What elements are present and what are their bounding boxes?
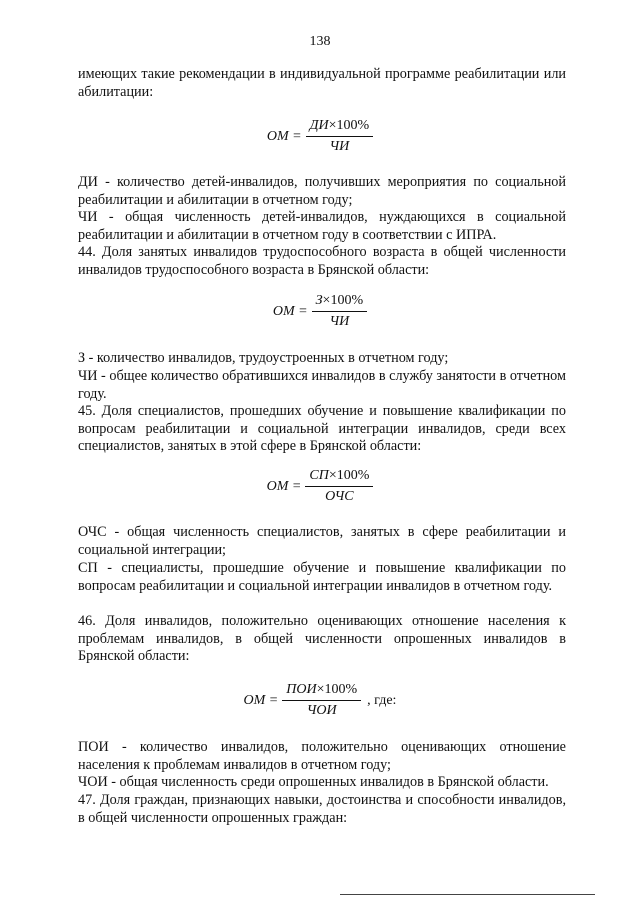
numerator-variable: ДИ	[309, 118, 329, 133]
item-46: 46. Доля инвалидов, положительно оценивающих отношение населения к проблемам инвалидов, в общей численности опрошенных инвалидов в Брянской области:	[78, 613, 566, 664]
fraction-numerator	[312, 293, 368, 312]
numerator-variable: ПОИ	[286, 682, 317, 697]
fraction-numerator	[306, 118, 374, 137]
numerator-multiplier: ×100%	[316, 682, 358, 697]
formula-lhs: ОМ =	[266, 478, 302, 494]
definition-sp: СП - специалисты, прошедшие обучение и повышение квалификации по вопросам реабилитации и социальной интеграции инвалидов в отчетном году.	[78, 560, 566, 594]
page-number: 138	[309, 34, 331, 49]
fraction-numerator	[305, 468, 373, 487]
item-44: 44. Доля занятых инвалидов трудоспособного возраста в общей численности инвалидов трудоспособного возраста в Брянской области:	[78, 244, 566, 278]
numerator-multiplier: ×100%	[322, 293, 364, 308]
definition-poi: ПОИ - количество инвалидов, положительно оценивающих отношение населения к проблемам инвалидов в отчетном году;	[78, 739, 566, 773]
definition-choi: ЧОИ - общая численность среди опрошенных инвалидов в Брянской области.	[78, 774, 549, 790]
definition-chi-2: ЧИ - общее количество обратившихся инвалидов в службу занятости в отчетном году.	[78, 368, 566, 402]
fraction-denominator: ОЧС	[325, 489, 354, 504]
formula-44	[0, 293, 640, 330]
numerator-variable: СП	[309, 468, 329, 483]
fraction-numerator	[282, 682, 361, 701]
item-45: 45. Доля специалистов, прошедших обучение и повышение квалификации по вопросам реабилитации и социальной интеграции инвалидов, среди всех специалистов, занятых в этой сфере в Брянской области:	[78, 403, 566, 454]
definition-ochs: ОЧС - общая численность специалистов, занятых в сфере реабилитации и социальной интеграции;	[78, 524, 566, 558]
formula-lhs: ОМ =	[266, 128, 302, 144]
fraction-denominator: ЧИ	[329, 314, 350, 329]
fraction	[312, 293, 368, 330]
formula-lhs: ОМ =	[243, 692, 279, 708]
item-47: 47. Доля граждан, признающих навыки, достоинства и способности инвалидов, в общей численности опрошенных граждан:	[78, 792, 566, 826]
fraction	[282, 682, 361, 719]
formula-45	[0, 468, 640, 505]
fraction-denominator: ЧИ	[329, 139, 350, 154]
footer-rule	[340, 894, 595, 895]
numerator-variable: З	[315, 293, 323, 308]
formula-43	[0, 118, 640, 155]
fraction	[306, 118, 374, 155]
fraction	[305, 468, 373, 505]
formula-46	[0, 682, 640, 719]
formula-lhs: ОМ =	[272, 303, 308, 319]
formula-suffix: , где:	[367, 692, 397, 708]
definition-chi-1: ЧИ - общая численность детей-инвалидов, нуждающихся в социальной реабилитации и абилитации в отчетном году в соответствии с ИПРА.	[78, 209, 566, 243]
intro-paragraph: имеющих такие рекомендации в индивидуальной программе реабилитации или абилитации:	[78, 66, 566, 100]
definition-z: З - количество инвалидов, трудоустроенных в отчетном году;	[78, 350, 449, 366]
numerator-multiplier: ×100%	[328, 468, 370, 483]
fraction-denominator: ЧОИ	[306, 703, 337, 718]
definition-di: ДИ - количество детей-инвалидов, получивших мероприятия по социальной реабилитации и абилитации в отчетном году;	[78, 174, 566, 208]
numerator-multiplier: ×100%	[328, 118, 370, 133]
